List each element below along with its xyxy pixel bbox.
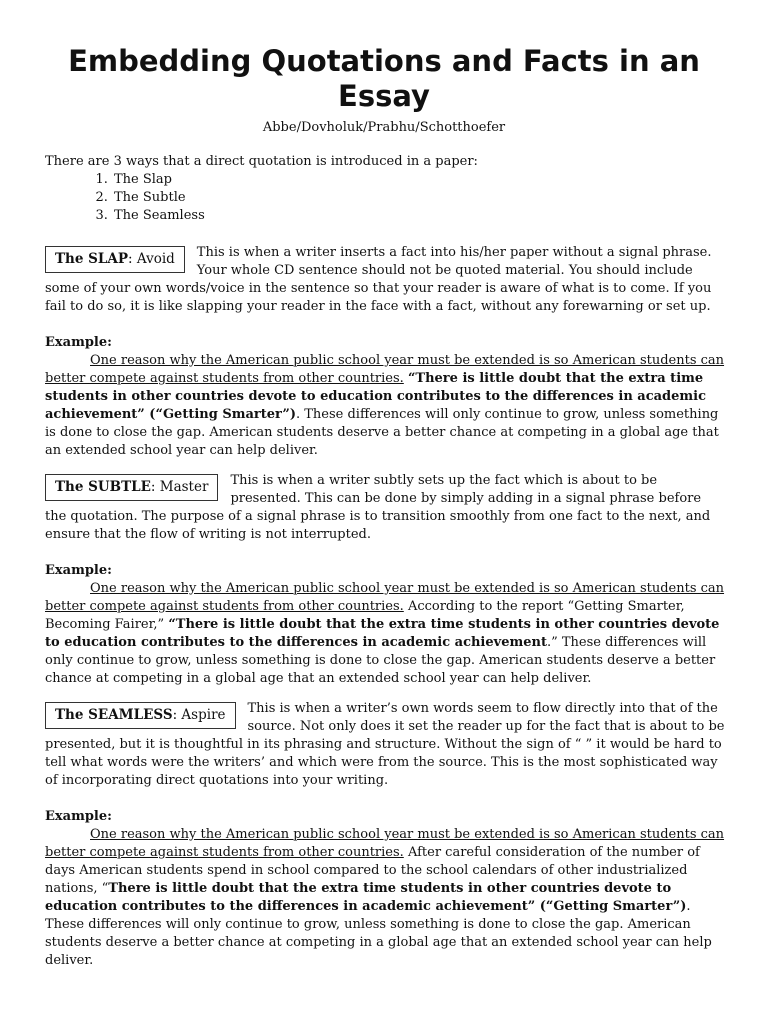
list-item: 2. The Subtle [112, 189, 725, 207]
list-item: 3. The Seamless [112, 207, 725, 225]
subtle-section [45, 472, 725, 688]
example-label: Example: [45, 335, 112, 350]
slap-box: The SLAP: Avoid [45, 246, 185, 273]
slap-section [45, 244, 725, 460]
seamless-description: This is when a writer’s own words seem to flow directly into that of the source. Not only does it set the reader up for the fact that is about to be presented, but it is thoughtful in its phrasing and structure. Without the sign of “ ” it would be hard to tell what words were the writers’ and which were from the source. This is the most sophisticated way of incorporating direct quotations into your writing. [45, 701, 725, 788]
example-text: One reason why the American public school year must be extended is so American students can better compete against students from other countries. “There is little doubt that the extra time students in other countries devote to education contributes to the differences in academic achievement” (“Getting Smarter”). These differences will only continue to grow, unless something is done to close the gap. American students deserve a better chance at competing in a global age that an extended school year can help deliver. [45, 353, 725, 458]
example-label: Example: [45, 809, 112, 824]
subtle-box: The SUBTLE: Master [45, 474, 218, 501]
seamless-box: The SEAMLESS: Aspire [45, 702, 236, 729]
example-text: One reason why the American public school year must be extended is so American students can better compete against students from other countries. After careful consideration of the number of days American students spend in school compared to the school calendars of other industrialized nations, “There is little doubt that the extra time students in other countries devote to education contributes to the differences in academic achievement” (“Getting Smarter”). These differences will only continue to grow, unless something is done to close the gap. American students deserve a better chance at competing in a global age that an extended school year can help deliver. [45, 827, 725, 968]
list-item: 1. The Slap [112, 171, 725, 189]
intro-section [45, 153, 725, 225]
slap-description: This is when a writer inserts a fact into his/her paper without a signal phrase. Your whole CD sentence should not be quoted material. You should include some of your own words/voice in the sentence so that your reader is aware of what is to come. If you fail to do so, it is like slapping your reader in the face with a fact, without any forewarning or set up. [45, 245, 712, 314]
example-label: Example: [45, 563, 112, 578]
seamless-example [45, 808, 725, 970]
intro-text: There are 3 ways that a direct quotation is introduced in a paper: [45, 154, 478, 169]
methods-list [45, 171, 725, 225]
slap-example [45, 334, 725, 460]
subtle-description: This is when a writer subtly sets up the fact which is about to be presented. This can be done by simply adding in a signal phrase before the quotation. The purpose of a signal phrase is to transition smoothly from one fact to the next, and ensure that the flow of writing is not interrupted. [45, 473, 711, 542]
seamless-section [45, 700, 725, 970]
page-title: Embedding Quotations and Facts in an Essay [68, 44, 700, 113]
authors: Abbe/Dovholuk/Prabhu/Schotthoefer [262, 120, 506, 135]
subtle-example [45, 562, 725, 688]
example-text: One reason why the American public school year must be extended is so American students can better compete against students from other countries. According to the report “Getting Smarter, Becoming Fairer,” “There is little doubt that the extra time students in other countries devote to education contributes to the differences in academic achievement.” These differences will only continue to grow, unless something is done to close the gap. American students deserve a better chance at competing in a global age that an extended school year can help deliver. [45, 581, 725, 686]
